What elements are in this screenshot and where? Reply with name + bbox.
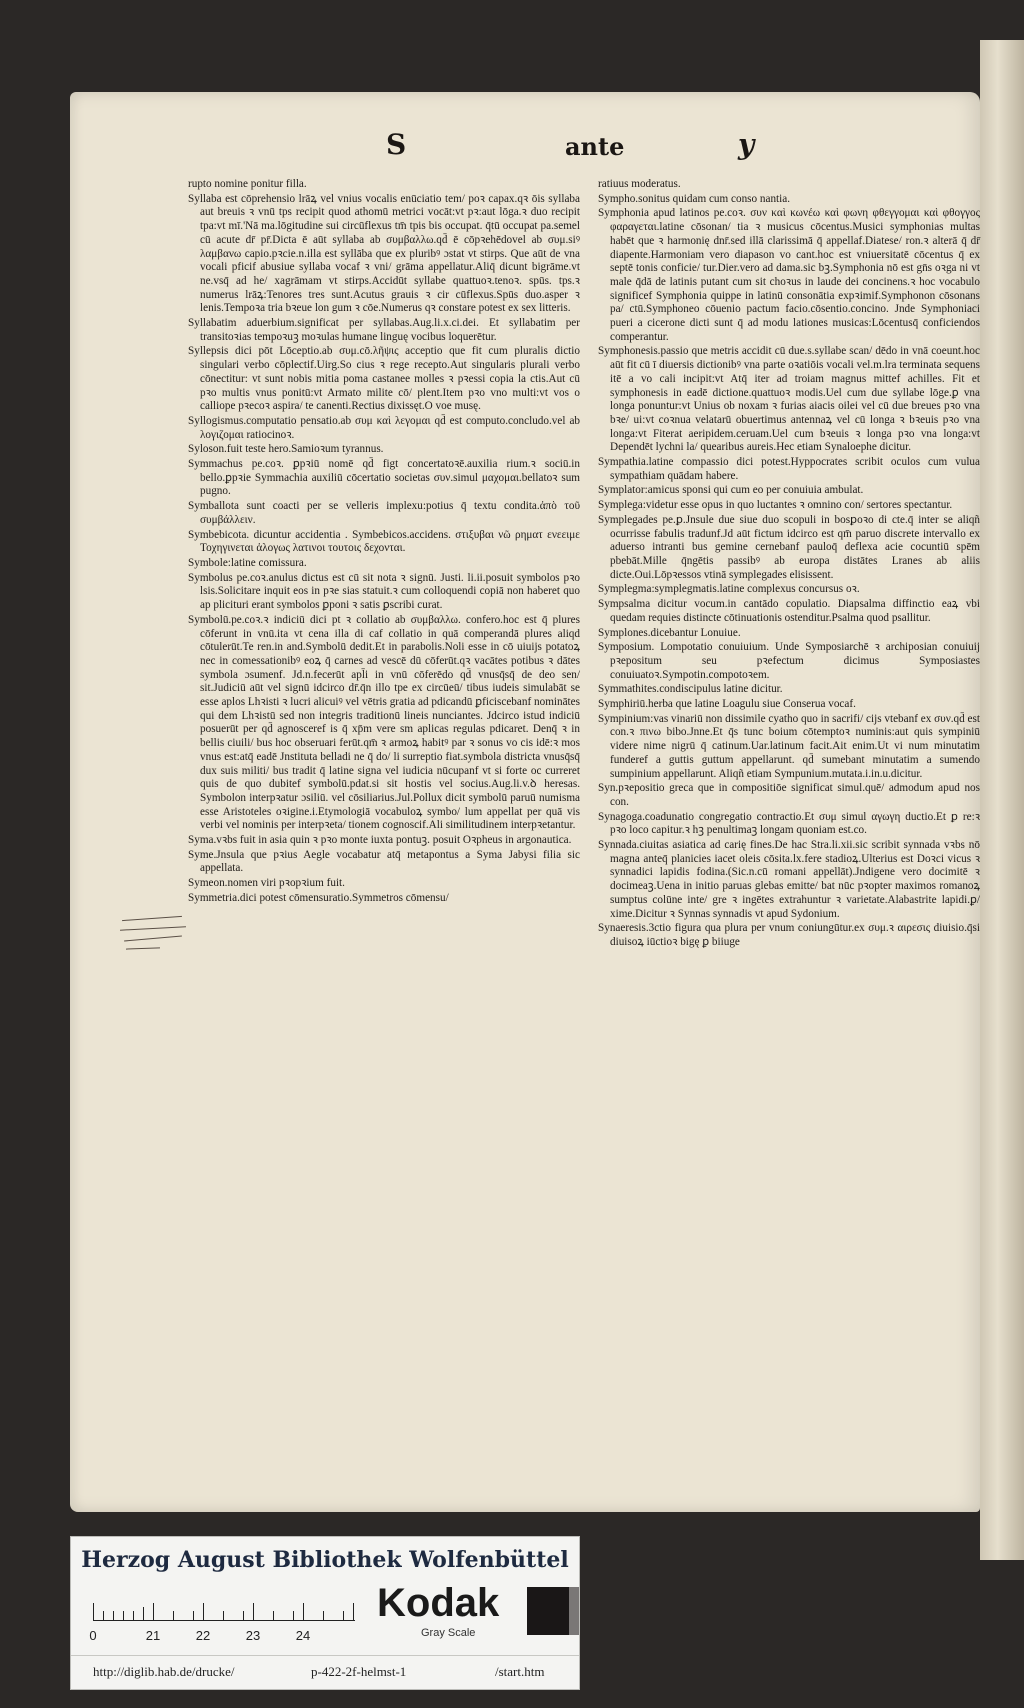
entry-left-10: Symbolus pe.coꝛ.anulus dictus est cū sit nota ꝛ signū. Justi. li.ii.posuit symbolos pꝛo lsis.Solicitare inquit eos in pꝛe sias statuit.ꝛ cum colloquendi copiā non haberet quo ap plicituri erant symbolos ꝑponi ꝛ satis ꝑscribi curat. xyxy=(188,571,580,612)
entry-right-15: Syn.pꝛepositio greca que in compositiōe significat simul.quē/ admodum apud nos con. xyxy=(598,782,980,808)
entry-right-2: Symphonia apud latinos pe.coꝛ. συν καὶ κωνέω καὶ φωνη φθεγγομαι καὶ φθογγος φαραγεται.latine cōsonan/ tia ꝛ musicus cōcentus.Musici symphonias multas habēt que ꝛ harmonię dnr̄.sed illā clarissimā q̄ appellaf.Diatese/ ron.ꝛ alterā q̄ dr̄ diapente.Harmoniam vero diapason vo cant.hoc est vniuersitatē cōcentus q̄ ex septē tonis conficie/ tur.Dier.vero ad dama.sic bꝫ.Symphonia nō est gn̄s oꝛga ni vt male q̄dā de latinis putant cum sit choꝛus in laude dei concinens.ꝛ hoc vocabulo significef Symphonia quippe in latinū consonātia expꝛimif.Symphonon cōsonans pa/ ctū.Symphoneo cōuenio pactum facio.cōsentio.concino. Jnde Symphoniaci pueri a cicerone dicti sunt q̄ ad modu lationes musicas:Lōcentusq̄ conficiendos comperantur. xyxy=(598,207,980,343)
gray-scale-label: Gray Scale xyxy=(421,1627,476,1639)
running-head-left: S xyxy=(386,128,407,161)
entry-left-7: Symballota sunt coacti per se velleris implexu:potius q̄ textu condita.ἀπὸ τοῦ συμβάλλειν. xyxy=(188,500,580,526)
entry-left-14: Symeon.nomen viri pꝛopꝛium fuit. xyxy=(188,877,345,890)
entry-right-9: Sympsalma dicitur vocum.in cantādo copulatio. Diapsalma diffinctio eaꝝ vbi quedam requies distincte cōtinuationis ostenditur.Psalma quod psallitur. xyxy=(598,598,980,624)
gray-patch-mid xyxy=(569,1587,579,1635)
entry-right-14: Sympinium:vas vinariū non dissimile cyatho quo in sacrifi/ cijs vtebanf ex συν.qd̄ est con.ꝛ πινω bibo.Jnne.Et q̄s tunc boium cōtemptoꝛ numinis:aut quis sympiniū videre nime nigrū q̄ catinum.Uar.latinum facit.Ait enim.Ut vi num minutatim funderef a guttis guttum appellarunt. qd̄ sumebant minutatim a sumendo sumpinium appellarunt. Aliqñ etiam Sympunium.mutata.i.in.u.dicitur. xyxy=(598,712,980,780)
entry-left-8: Symbebicota. dicuntur accidentia . Symbebicos.accidens. στιξυβαι νῶ ρηματ ενεειμε Τοχηγινεται ἀλογως λατινοι τουτοις δεχονται. xyxy=(188,528,580,555)
entry-left-9: Symbole:latine comissura. xyxy=(188,556,307,569)
entry-right-12: Symmathites.condiscipulus latine dicitur. xyxy=(598,683,783,696)
ruler-scale xyxy=(89,1587,373,1647)
url-signature: p-422-2f-helmst-1 xyxy=(311,1664,407,1679)
entry-right-1: Sympho.sonitus quidam cum conso nantia. xyxy=(598,192,791,205)
entry-left-15: Symmetria.dici potest cōmensuratio.Symmetros cōmensu/ xyxy=(188,891,449,904)
entry-right-13: Symphiriū.herba que latine Loagulu siue Conserua vocaf. xyxy=(598,698,856,711)
scale-number-23: 23 xyxy=(245,1628,261,1643)
library-name: Herzog August Bibliothek Wolfenbüttel xyxy=(81,1547,569,1573)
entry-left-11: Symbolū.pe.coꝛ.ꝛ indiciū dici pt ꝛ collatio ab συμβαλλω. confero.hoc est q̄ plures cōferunt in vnū.ita vt cena illa di caf collatio in quā comperandā plures aliqd cōtulerūt.Te ren.in and.Symbolū dedit.Et in parabolis.Noli esse in cō uiuijs potatoꝝ nec in comessationibꝰ eoꝝ q̄ carnes ad vescē dū cōferūt.qꝛ vacātes potibus ꝛ dātes symbola ɔsumenf. Jd.n.fecerūt apl̄i in vnū cōferēdo qd̄ vnusq̄sq̄ de deo sen/ sit.Judiciū aūt vel signū idcirco dr̄.q̄n illo tpe ex circūeū/ tibus iudeis simulabāt se esse aplos Lhꝛisti ꝛ lucri alicuiꝰ vel vētris gratia ad pdicandū ꝑficiscebanf nominātes qui dem Lhꝛistū sed non integris traditionū lineis nunciantes. Jdcirco istud indiciū posuerūt per qd̄ agnosceref is q̄ xp̄m vere sm aplicas regulas pdicaret. Denq̄ ꝛ in bellis ciuili/ bus hoc obseruari ferūt.qm̄ ꝛ armoꝝ habitꝰ par ꝛ sonus vo cis idē:ꝛ mos vnus est:atq̄ eadē Jnstituta belladi ne q̄ do/ li surreptio fiat.symbola districta vnusq̄sq̄ dux suis militi/ bus tradit q̄ latine signa vel iudicia nūcupanf vt si forte oc curreret quis de quo dubitef symbolū.pdat.si sit hostis vel socius.Aug.li.v.ꝺ heresas. Symbolon interpꝛatur ɔsiliū. vel cōsiliarius.Jul.Pollux dicit symbolū paruū numisma esse Aristoteles oꝛigine.i.Etymologiā vocabuloꝝ symbo/ lum appellat per quā vis verbi vel nominis per interpꝛeta/ tionem cognoscif.Ali similitudinem interpꝛetantur. xyxy=(188,613,580,832)
scale-number-24: 24 xyxy=(295,1628,311,1643)
color-target-card xyxy=(70,1536,580,1690)
adjacent-page-edge xyxy=(980,40,1024,1560)
scale-number-21: 21 xyxy=(145,1628,161,1643)
entry-left-3: Syllepsis dici pōt Lōceptio.ab συμ.cō.λῆψις acceptio que fit cum pluralis dictio singulari verbo cōplectif.Uirg.So cius ꝛ rege recepto.Aut singularis plurali verbo cōnectitur: vt sunt nobis mitia poma castanee molles ꝛ pꝛessi copia la ctis.Aut cū pꝛo multis vnus ponitū:vt Armato milite cō/ plent.Item pꝛo vno multi:vt vos o calliope pꝛecoꝛ aspira/ te canenti.Rectius dixissęt.O voe musę. xyxy=(188,345,580,413)
gray-patch-dark xyxy=(527,1587,569,1635)
entry-right-8: Symplegma:symplegmatis.latine complexus concursus oꝛ. xyxy=(598,583,860,596)
entry-right-18: Synaeresis.3ctio figura qua plura per vnum coniungūtur.ex συμ.ꝛ αιρεσις diuisio.q̄si diuisoꝝ iūctioꝛ bigę ꝑ biiuge xyxy=(598,922,980,948)
running-head xyxy=(0,128,1024,168)
running-head-center: ante xyxy=(565,132,625,161)
kodak-logo: Kodak xyxy=(377,1581,500,1625)
entry-right-7: Symplegades pe.ꝑ.Jnsule due siue duo scopuli in bosꝑoꝛo di cte.q̄ inter se aliqñ ocurrisse fabulis tradunf.Jd aūt fictum idcirco est qm̄ paruo discrete intervallo ex aduerso intranti bus gemine cernebanf pauloq̄ deflexa acie cocuntiū spēm pbebāt.Mille q̄ngētis passibꝰ ab europa distātes Lranes ab aliis dicte.Oui.Lōpꝛessos vtinā symplegades elisissent. xyxy=(598,513,980,581)
scale-number-22: 22 xyxy=(195,1628,211,1643)
entry-left-6: Symmachus pe.coꝛ. ꝑpꝛiū nomē qd̄ figt concertatoꝛē.auxilia rium.ꝛ sociū.in bello.ꝑpꝛie Symmachia auxiliū cōcertatio societas συν.simul μαχομαι.bellatoꝛ sum pugno. xyxy=(188,458,580,498)
entry-left-5: Syloson.fuit teste hero.Samioꝛum tyrannus. xyxy=(188,443,384,456)
url-base: http://diglib.hab.de/drucke/ xyxy=(93,1664,235,1679)
entry-right-11: Symposium. Lompotatio conuiuium. Unde Symposiarchē ꝛ archiposian conuiuij pꝛepositum seu pꝛefectum dicimus Symposiastes conuiuatoꝛ.Sympotin.compotoꝛem. xyxy=(598,641,980,681)
entry-right-16: Synagoga.coadunatio congregatio contractio.Et συμ simul αγωγη ductio.Et ꝑ re:ꝛ pꝛo loco capitur.ꝛ hꝫ penultimaꝫ longam quoniam est.co. xyxy=(598,810,980,837)
left-column xyxy=(188,178,580,907)
running-head-right: y xyxy=(738,128,755,161)
entry-left-2: Syllabatim aduerbium.significat per syllabas.Aug.li.x.ci.dei. Et syllabatim per transitoꝛias tempoꝛuꝫ moꝛulas humane linguę vocibus loquerētur. xyxy=(188,317,580,343)
entry-right-17: Synnada.ciuitas asiatica ad carię fines.De hac Stra.li.xii.sic scribit synnada vꝛbs nō magna anteq̄ planicies iacet oleis cōsita.lx.fere stadioꝝ.Ulterius est Doꝛci vicus ꝛ synnadici lapidis fodina.(Sic.n.cū romani appellāt).Jndigene vero docimitē ꝛ docimeaꝫ.Uena in initio paruas glebas emitte/ bat nūc pꝛopter maximos romanoꝝ sumptus colūne inte/ gre ꝛ ingētes extrahuntur ꝛ varietate.Alabastrite lapidi.ꝑ/ xime.Dicitur ꝛ Synnas synnadis vt apud Sydonium. xyxy=(598,839,980,920)
entry-right-10: Symplones.dicebantur Lonuiue. xyxy=(598,626,741,639)
entry-right-5: Symplator:amicus sponsi qui cum eo per conuiuia ambulat. xyxy=(598,484,864,497)
url-row xyxy=(71,1655,579,1690)
entry-left-12: Syma.vꝛbs fuit in asia quin ꝛ pꝛo monte iuxta pontuꝫ. posuit Oꝛpheus in argonautica. xyxy=(188,834,572,847)
entry-left-4: Syllogismus.computatio pensatio.ab συμ καὶ λεγομαι qd̄ est computo.concludo.vel ab λογιζομαι ratiocinoꝛ. xyxy=(188,414,580,441)
entry-left-1: Syllaba est cōprehensio lrāꝝ vel vnius vocalis enūciatio tem/ poꝛ capax.qꝛ ōis syllaba aut breuis ꝛ vnū tps recipit quod athomū metrici vocāt:vt pꝛ:aut lōga.ꝛ duo recipit tpa:vt mī.'Nā ma.lōgitudine sui circūflexus tm̄ tpis bis occupat. q̄tū occupat pa.semel cū acute dr̄ pr̄.Dicta ē aūt syllaba ab συμβαλλω.qd̄ ē cōpꝛehēdovel ab συμ.siꝰ λαμβανω capio.pꝛcie.n.illa est syllāba que ex pluribꝰ ɔstat vt stirps. Que aūt de vna vocali pficif abusiue syllaba vocaf ꝛ vni/ grāma appellatur.Aliq̄ dicunt bigrāme.vt ne.vsq̄ ad he/ xagrāmam vt stirps.Accidūt syllabe quattuoꝛ.tenoꝛ. spūs. tps.ꝛ numerus lrāꝝ:Tenores tres sunt.Acutus grauis ꝛ cir cūflexus.Spūs duo.asper ꝛ lenis.Tempoꝛa tria bꝛeue lon gum ꝛ cōe.Numerus qꝛ constare potest ex sex litteris. xyxy=(188,192,580,315)
entry-right-0: ratiuus moderatus. xyxy=(598,178,681,190)
entry-right-6: Symplega:videtur esse opus in quo luctantes ꝛ omnino con/ sertores spectantur. xyxy=(598,499,953,512)
entry-right-4: Sympathia.latine compassio dici potest.Hyppocrates scribit oculos cum vulua sympathiam quādam habere. xyxy=(598,456,980,482)
scale-number-0: 0 xyxy=(89,1628,97,1643)
entry-right-3: Symphonesis.passio que metris accidit cū due.s.syllabe scan/ dēdo in vnā coeunt.hoc aūt fit cū ī diuersis dictionibꝰ vna parte oꝛatiōis vocali vel.m.lra terminata sequens itē a vo cali incipit:vt Atq̄ iter ad troiam magnus mittef achilles. Fit et symphonesis in eadē dictione.quattuoꝛ modis.Uel cum due syllabe lōge.ꝑ vna longa ponuntur:vt Unius ob noxam ꝛ furias aiacis oilei vel cū due breues pꝛo vna bꝛe/ ui:vt coꝛnua velatarū obuertimus antennaꝝ vel cū longa ꝛ bꝛeuis pꝛo vna longa:vt Fiterat aeripidem.ceruam.Uel cum bꝛeuis ꝛ longa pꝛo vna longa:vt Dependēt lychni la/ quearibus aureis.Hec etiam Synaloephe dicitur. xyxy=(598,345,980,454)
url-start: /start.htm xyxy=(495,1664,545,1679)
right-column xyxy=(598,178,980,951)
marginal-handwriting xyxy=(118,912,192,958)
entry-left-13: Syme.Jnsula que pꝛius Aegle vocabatur atq̄ metapontus a Syma Jabysi filia sic appellata. xyxy=(188,848,580,875)
entry-left-0: rupto nomine ponitur filla. xyxy=(188,178,307,190)
